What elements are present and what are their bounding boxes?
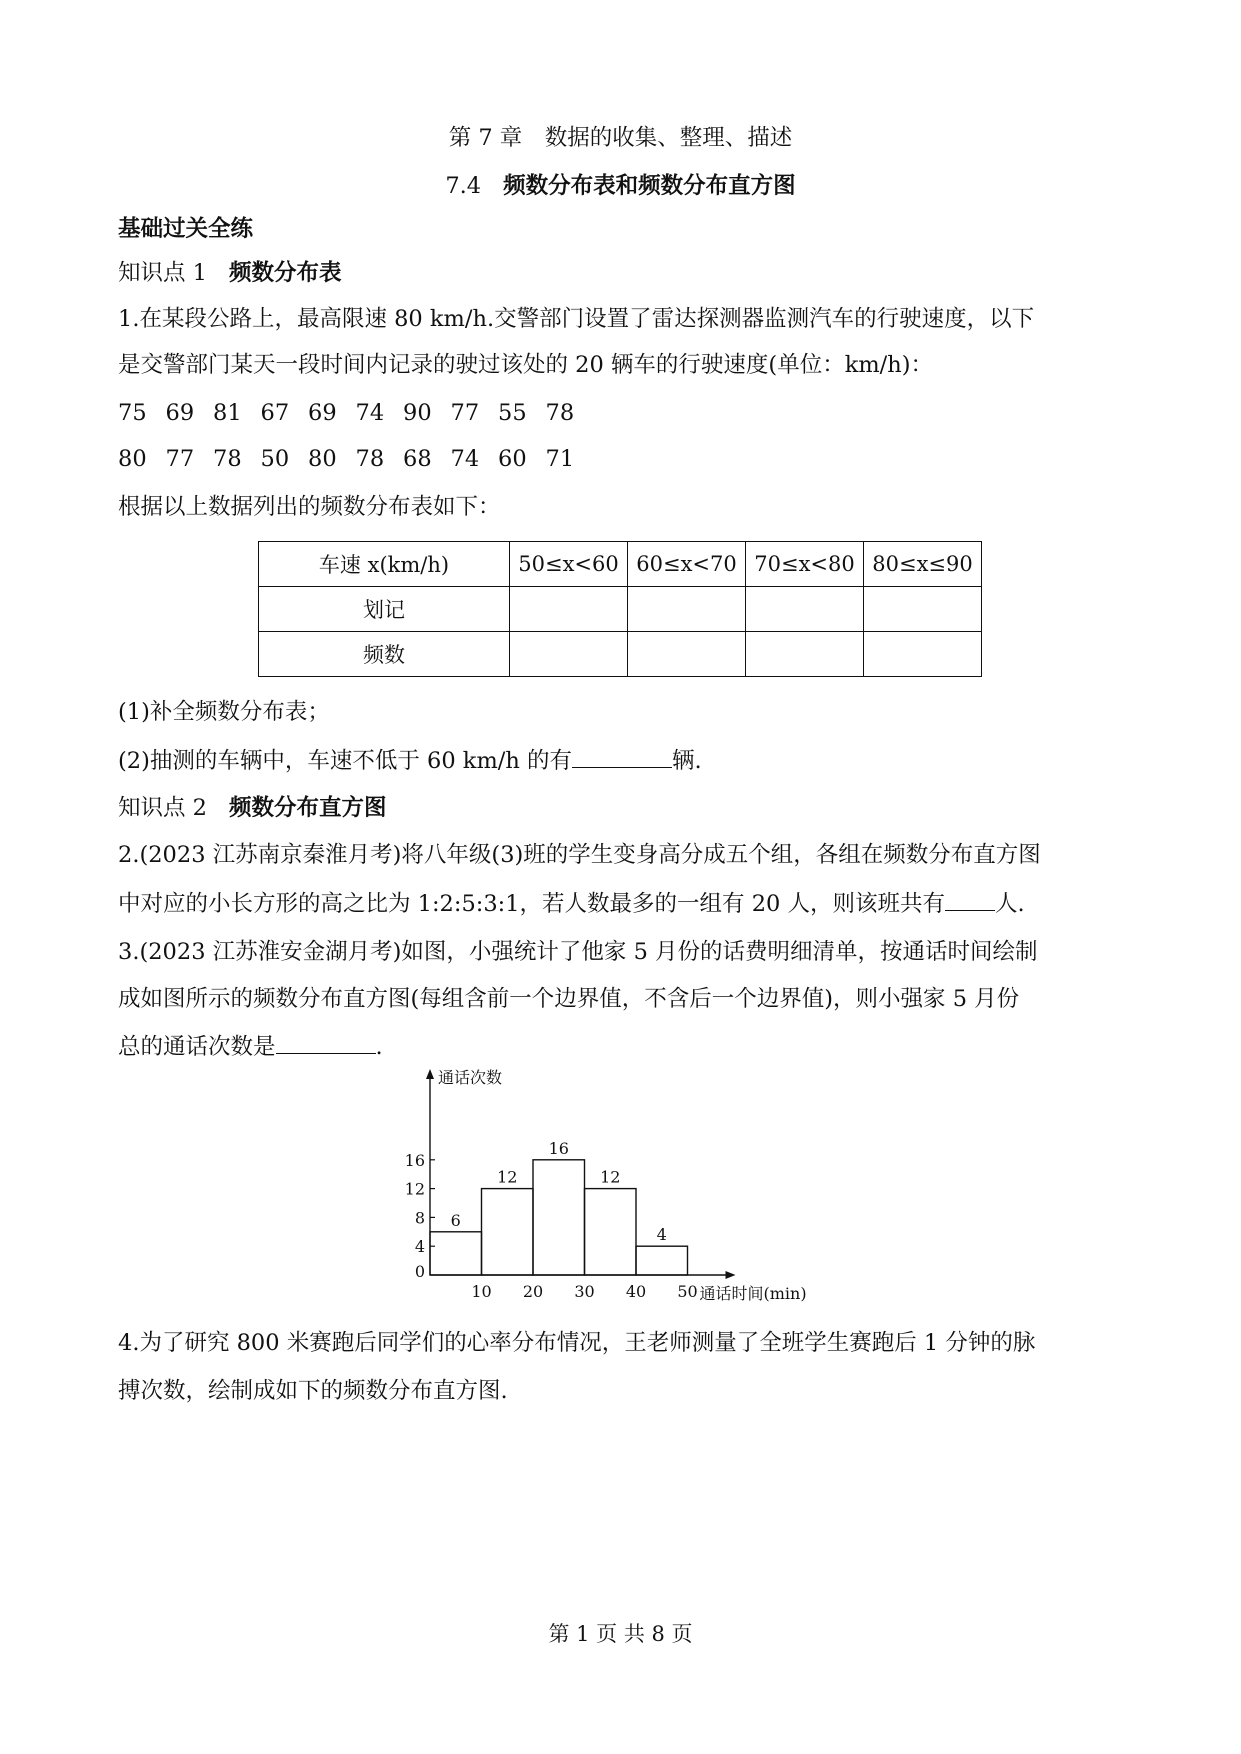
bar-value-label: 6 bbox=[450, 1210, 461, 1230]
q4-line-1: 4.为了研究 800 米赛跑后同学们的心率分布情况，王老师测量了全班学生赛跑后 1 分钟的脉 bbox=[118, 1330, 1036, 1356]
histogram-bar bbox=[585, 1189, 637, 1275]
page-footer: 第 1 页 共 8 页 bbox=[548, 1622, 693, 1646]
x-tick-label: 20 bbox=[522, 1282, 544, 1301]
bar-value-label: 4 bbox=[656, 1225, 667, 1245]
x-axis-arrow bbox=[726, 1271, 736, 1279]
table-empty-cell bbox=[746, 632, 864, 677]
origin-label: 0 bbox=[414, 1262, 425, 1281]
histogram-bars bbox=[430, 1160, 688, 1275]
x-tick-label: 30 bbox=[574, 1282, 595, 1301]
q1-sub-1: (1)补全频数分布表； bbox=[118, 699, 330, 725]
table-empty-cell bbox=[628, 587, 746, 632]
histogram-bar bbox=[533, 1160, 585, 1275]
x-tick-label: 10 bbox=[471, 1282, 492, 1301]
bar-value-label: 12 bbox=[600, 1167, 621, 1187]
q3-line-1: 3.(2023 江苏淮安金湖月考)如图，小强统计了他家 5 月份的话费明细清单，按通话时间绘制 bbox=[118, 939, 1038, 965]
bar-value-label: 16 bbox=[548, 1138, 569, 1158]
section-number: 7.4 bbox=[445, 173, 482, 199]
x-tick-label: 50 bbox=[677, 1282, 698, 1301]
table-header-cell: 车速 x(km/h) bbox=[259, 542, 510, 587]
y-axis-arrow bbox=[426, 1069, 434, 1079]
y-tick-label: 12 bbox=[405, 1179, 425, 1199]
table-row-tally bbox=[259, 587, 982, 632]
q1-data-row-1: 75 69 81 67 69 74 90 77 55 78 bbox=[118, 400, 575, 426]
histogram-axes bbox=[426, 1069, 736, 1279]
q2-line-1: 2.(2023 江苏南京秦淮月考)将八年级(3)班的学生变身高分成五个组，各组在频数分布直方图 bbox=[118, 842, 1041, 868]
table-row-label: 划记 bbox=[259, 587, 510, 632]
y-tick-label: 16 bbox=[405, 1150, 425, 1170]
histogram-labels bbox=[405, 1068, 807, 1303]
y-axis-title: 通话次数 bbox=[438, 1068, 503, 1087]
practice-heading: 基础过关全练 bbox=[118, 216, 254, 242]
histogram-bar bbox=[636, 1246, 688, 1275]
chapter-title: 第 7 章 数据的收集、整理、描述 bbox=[448, 125, 793, 151]
section-title bbox=[0, 168, 1241, 200]
knowledge-point-1 bbox=[118, 258, 341, 288]
q1-line-1: 1.在某段公路上，最高限速 80 km/h.交警部门设置了雷达探测器监测汽车的行驶速度，以下 bbox=[118, 306, 1035, 332]
frequency-table bbox=[258, 541, 982, 677]
x-tick-label: 40 bbox=[625, 1282, 647, 1301]
table-header-cell: 70≤x<80 bbox=[746, 542, 864, 587]
table-empty-cell bbox=[628, 632, 746, 677]
histogram-bar bbox=[430, 1232, 482, 1275]
q1-table-intro: 根据以上数据列出的频数分布表如下： bbox=[118, 494, 501, 520]
q3-line-2: 成如图所示的频数分布直方图(每组含前一个边界值，不含后一个边界值)，则小强家 5 月份 bbox=[118, 986, 1020, 1012]
answer-blank[interactable] bbox=[276, 1031, 376, 1054]
table-header-cell: 80≤x≤90 bbox=[864, 542, 982, 587]
call-time-histogram bbox=[405, 1065, 845, 1325]
kp1-number: 知识点 1 bbox=[118, 260, 207, 286]
table-empty-cell bbox=[864, 587, 982, 632]
q2-line-2: 中对应的小长方形的高之比为 1:2:5:3:1，若人数最多的一组有 20 人，则该班共有 人. bbox=[118, 888, 1025, 919]
y-tick-label: 8 bbox=[414, 1208, 425, 1228]
q1-data-row-2: 80 77 78 50 80 78 68 74 60 71 bbox=[118, 446, 575, 472]
table-empty-cell bbox=[864, 632, 982, 677]
q1-line-2: 是交警部门某天一段时间内记录的驶过该处的 20 辆车的行驶速度(单位：km/h)： bbox=[118, 352, 934, 378]
q4-line-2: 搏次数，绘制成如下的频数分布直方图. bbox=[118, 1378, 508, 1404]
kp2-number: 知识点 2 bbox=[118, 795, 207, 821]
knowledge-point-2 bbox=[118, 793, 386, 823]
table-empty-cell bbox=[510, 587, 628, 632]
y-tick-label: 4 bbox=[414, 1237, 425, 1257]
table-header-cell: 50≤x<60 bbox=[510, 542, 628, 587]
table-empty-cell bbox=[510, 632, 628, 677]
table-empty-cell bbox=[746, 587, 864, 632]
bar-value-label: 12 bbox=[497, 1167, 518, 1187]
answer-blank[interactable] bbox=[945, 888, 995, 911]
section-title-text: 频数分布表和频数分布直方图 bbox=[503, 173, 796, 199]
q3-line-3: 总的通话次数是 . bbox=[118, 1031, 383, 1062]
table-row-frequency bbox=[259, 632, 982, 677]
table-header-row bbox=[259, 542, 982, 587]
kp1-title: 频数分布表 bbox=[228, 260, 342, 286]
table-row-label: 频数 bbox=[259, 632, 510, 677]
answer-blank[interactable] bbox=[572, 745, 672, 768]
histogram-bar bbox=[482, 1189, 534, 1275]
q1-sub-2: (2)抽测的车辆中，车速不低于 60 km/h 的有 辆. bbox=[118, 745, 702, 776]
x-axis-title: 通话时间(min) bbox=[699, 1284, 807, 1303]
table-header-cell: 60≤x<70 bbox=[628, 542, 746, 587]
kp2-title: 频数分布直方图 bbox=[228, 795, 387, 821]
